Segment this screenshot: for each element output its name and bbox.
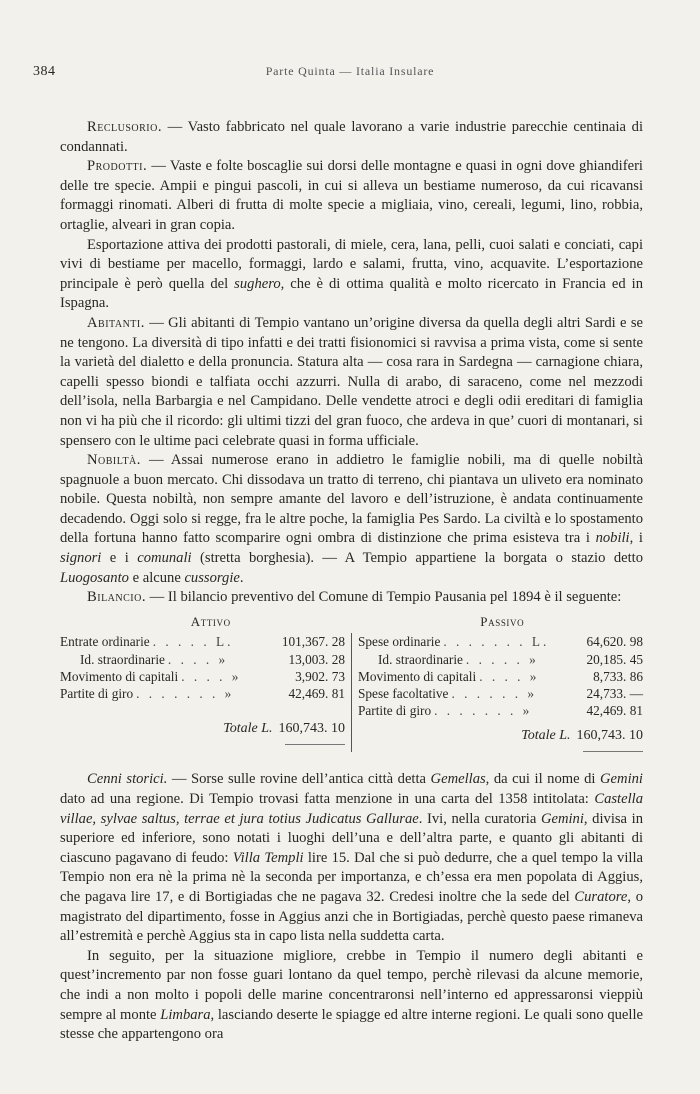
budget-row (60, 685, 345, 702)
paragraph-text: — Sorse sulle rovine dell’antica città detta (167, 771, 431, 788)
paragraph-prodotti (60, 157, 643, 235)
passivo-column (358, 633, 643, 752)
italic-term: Curatore (574, 889, 628, 906)
leader-dots: . . . . . . » (451, 686, 538, 702)
leader-dots: . . . . . » (465, 651, 539, 667)
passivo-heading: Passivo (480, 613, 525, 629)
budget-row-label: Movimento di capitali (60, 668, 179, 684)
budget-row-label: Movimento di capitali (358, 668, 477, 684)
paragraph-text: , lasciando deserte le spiagge ed altre interne regioni. Le quali sono quelle stesse che appartengono ora (60, 1006, 643, 1043)
budget-row-label: Id. straordinarie (80, 651, 165, 667)
budget-row (358, 633, 643, 650)
paragraph-text: In seguito, per la situazione migliore, crebbe in Tempio il numero degli abitanti e quest’incremento par non fosse guari lontano da quel tempo, perchè rilevasi da alcune memorie, che indi a non molto i popoli delle marine concentraronsi nell’interno ed appressaronsi vieppiù sempre al monte (60, 947, 643, 1023)
page-number: 384 (33, 64, 56, 79)
budget-row-label: Spese ordinarie (358, 634, 441, 650)
budget-row-label: Id. straordinarie (378, 651, 463, 667)
paragraph-esportazione (60, 236, 643, 314)
paragraph-cenni-storici (60, 770, 643, 946)
column-divider (351, 633, 352, 752)
budget-row-value: 42,469. 81 (288, 686, 345, 702)
italic-term: sughero (234, 275, 281, 292)
total-label: Totale L. (223, 721, 273, 737)
paragraph-nobilta (60, 451, 643, 588)
paragraph-text: , divisa in superiore ed inferiore, sono notati i luoghi dell’una e dell’altra parte, e quanto gli abitanti di ciascuno pagavano di feudo: (60, 810, 643, 866)
section-label: Cenni storici. (87, 771, 168, 788)
running-title: Parte Quinta — Italia Insulare (265, 64, 435, 78)
budget-row-value: 24,733. — (586, 686, 643, 702)
italic-term: Villa Templi (232, 849, 304, 866)
budget-row (358, 668, 643, 685)
italic-term: Gemini (540, 810, 584, 827)
paragraph-text: — Gli abitanti di Tempio vantano un’origine diversa da quella degli altri Sardi e se ne tengono. La diversità di tipo infatti e dei tratti fisionomici si ravvisa a prima vista, come si sente la varietà del dialetto e della pronuncia. Statura alta — cosa rara in Sardegna — carnagione chiara, capelli spesso biondi e talfiata occhi azzurri. Nulla di arabo, di saraceno, come nel mezzodi dell’isola, nella Barbargia e nel Campidano. Delle vendette atroci e degli odii ereditari di famiglia non vi ha più che il ricordo: gli ultimi tizzi del gran fuoco, che ardeva in que’ cuori di montanari, si spensero con le ultime paci celebrate quasi in forma ufficiale. (60, 314, 643, 449)
total-label: Totale L. (521, 728, 571, 744)
paragraph-text: . (239, 569, 244, 586)
italic-term: Castella villae, sylvae saltus, terrae et jura totius Judicatus Gallurae (60, 791, 643, 827)
italic-term: comunali (137, 550, 192, 567)
italic-term: nobili (595, 530, 630, 547)
section-label: Abitanti. (87, 314, 145, 331)
paragraph-reclusorio (60, 118, 643, 157)
budget-row-value: 101,367. 28 (281, 634, 345, 650)
italic-term: cussorgie (184, 569, 240, 586)
paragraph-text: — Vaste e folte boscaglie sui dorsi delle montagne e quasi in ogni dove ghiandiferi delle tre specie. Ampii e pingui pascoli, in cui si alleva un bestiame numeroso, da cui ricavansi formaggi rinomati. Alberi di frutta di molte specie a migliaia, vino, cereali, legumi, lino, robbia, ortaglie, alveari in gran copia. (60, 158, 643, 233)
paragraph-text: , da cui il nome di (485, 771, 601, 788)
leader-dots: . . . . . . . L. (443, 634, 550, 650)
paragraph-text: — Il bilancio preventivo del Comune di Tempio Pausania pel 1894 è il seguente: (146, 589, 622, 606)
total-value: 160,743. 10 (576, 728, 643, 744)
budget-row-value: 42,469. 81 (586, 703, 643, 719)
paragraph-text: — Assai numerose erano in addietro le famiglie nobili, ma di quelle nobiltà spagnuole a buon mercato. Chi dissodava un tratto di terreno, chi piantava un uliveto era nominato nobile. Questa nobiltà, non sempre amante del lavoro e dell’istruzione, è andata continuamente decadendo. Oggi solo si regge, fra le altre poche, la famiglia Pes Sardo. La civiltà e lo spostamento della fortuna hanno fatto scomparire ogni ombra di distinzione che prima esisteva tra i (60, 452, 643, 547)
paragraph-text: e i (101, 550, 138, 567)
leader-dots: . . . . » (479, 668, 540, 684)
budget-row (358, 651, 643, 668)
italic-term: Limbara (160, 1006, 211, 1023)
body-text (60, 118, 643, 1045)
paragraph-text: . Ivi, nella curatoria (418, 810, 541, 827)
leader-dots: . . . . » (181, 668, 242, 684)
total-rule (285, 744, 345, 745)
budget-header (60, 612, 643, 632)
italic-term: signori (60, 550, 102, 567)
section-label: Prodotti. (87, 158, 148, 175)
paragraph-text: e alcune (128, 569, 185, 586)
budget-row-value: 3,902. 73 (295, 668, 345, 684)
paragraph-in-seguito (60, 947, 643, 1045)
italic-term: Gemellas (430, 771, 486, 788)
paragraph-text: dato ad una regione. Di Tempio trovasi fatta menzione in una carta del 1358 intitolata: (60, 791, 595, 808)
budget-row-value: 20,185. 45 (586, 651, 643, 667)
budget-spacer (60, 702, 345, 712)
running-head (33, 64, 667, 82)
budget-row-label: Partite di giro (358, 703, 432, 719)
budget-row (358, 685, 643, 702)
paragraph-text: — Vasto fabbricato nel quale lavorano a varie industrie parecchie centinaia di condannati. (60, 119, 643, 155)
budget-row-label: Partite di giro (60, 686, 134, 702)
leader-dots: . . . . . . . » (136, 686, 235, 702)
leader-dots: . . . . . L. (152, 634, 234, 650)
budget-row (60, 668, 345, 685)
section-label: Reclusorio. (87, 119, 162, 135)
attivo-heading: Attivo (190, 613, 231, 629)
passivo-total (358, 727, 643, 745)
paragraph-bilancio (60, 588, 643, 608)
paragraph-text: , o magistrato del dipartimento, fosse in Aggius anzi che in Bortigiadas, perchè questo paese rimaneva all’estremità e perchè Aggius sta in capo lista nella suddetta carta. (60, 889, 643, 945)
section-label: Nobiltà. (87, 452, 141, 469)
leader-dots: . . . . » (167, 651, 229, 667)
budget-row (60, 651, 345, 668)
budget-row-label: Spese facoltative (358, 686, 449, 702)
italic-term: Gemini (600, 771, 643, 788)
total-value: 160,743. 10 (278, 721, 345, 737)
budget-row-value: 64,620. 98 (586, 634, 643, 650)
budget-row (60, 633, 345, 650)
italic-term: Luogosanto (60, 569, 129, 586)
paragraph-abitanti (60, 314, 643, 451)
budget-row-value: 8,733. 86 (593, 668, 643, 684)
budget-row-value: 13,003. 28 (288, 651, 345, 667)
leader-dots: . . . . . . . » (434, 703, 533, 719)
attivo-total (60, 720, 345, 738)
total-rule (583, 751, 643, 752)
section-label: Bilancio. (87, 589, 146, 606)
paragraph-text: , che è di ottima qualità e molto ricercato in Francia ed in Ispagna. (60, 275, 643, 312)
paragraph-text: , i (629, 530, 643, 547)
budget-row-label: Entrate ordinarie (60, 634, 150, 650)
budget-table (60, 633, 643, 752)
paragraph-text: Esportazione attiva dei prodotti pastorali, di miele, cera, lana, pelli, cuoi salati e conciati, capi vivi di bestiame per macello, formaggi, lardo e salami, frutta, vino, acquavite. L’esportazione principale è però quella del (60, 236, 643, 292)
paragraph-text: (stretta borghesia). — A Tempio appartiene la borgata o stazio detto (191, 550, 643, 567)
attivo-column (60, 633, 345, 752)
budget-row (358, 702, 643, 719)
paragraph-text: lire 15. Dal che si può dedurre, che a quel tempo la villa Tempio non era nè la prima nè la seconda per importanza, e ch’essa era men popolata di Aggius, che pagava lire 17, e di Bortigiadas che ne pagava 32. Credesi inoltre che la sede del (60, 849, 643, 906)
